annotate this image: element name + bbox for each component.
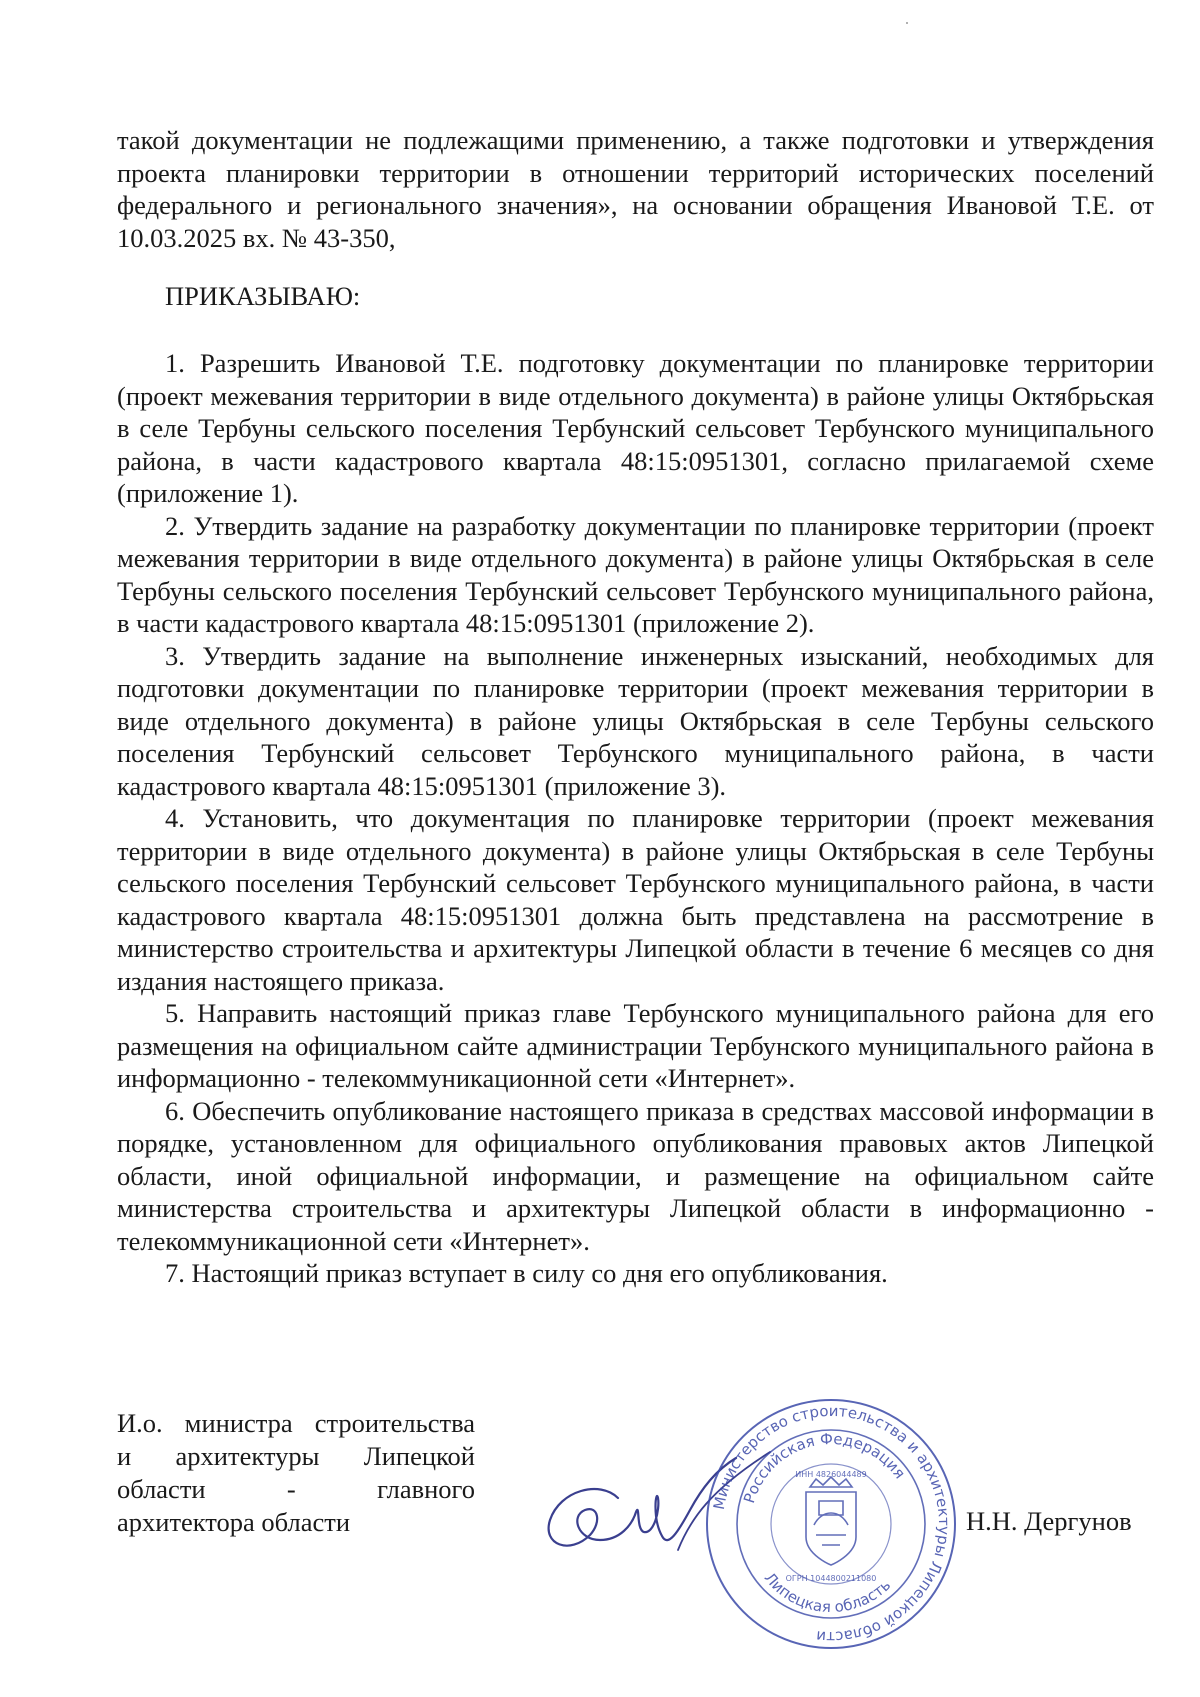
order-heading: ПРИКАЗЫВАЮ: <box>165 281 361 311</box>
coat-of-arms-icon <box>806 1477 856 1565</box>
official-stamp <box>704 1397 958 1651</box>
stamp-inn: ИНН 4826044489 <box>795 1470 867 1479</box>
position-line: архитектора области <box>117 1507 351 1537</box>
stamp-outer-text: Министерство строительства и архитектуры Липецкой области <box>709 1401 954 1647</box>
signer-position <box>117 1407 475 1539</box>
position-line: и архитектуры Липецкой <box>117 1441 475 1471</box>
scan-speck <box>906 22 908 24</box>
stamp-inner-top-text: Российская Федерация <box>740 1429 909 1506</box>
position-line: области - главного <box>117 1474 475 1504</box>
intro-text: такой документации не подлежащими применению, а также подготовки и утверждения проекта планировки территории в отношении территорий исторических поселений федерального и регионального значения», на основании обращения Ивановой Т.Е. от 10.03.2025 вх. № 43-350, <box>117 125 1154 253</box>
order-item-2: 2. Утвердить задание на разработку документации по планировке территории (проект межевания территории в виде отдельного документа) в районе улицы Октябрьская в селе Тербуны сельского поселения Тербунский сельсовет Тербунского муниципального района, в части кадастрового квартала 48:15:0951301 (приложение 2). <box>117 510 1154 638</box>
intro-paragraph <box>117 124 1154 254</box>
position-line: И.о. министра строительства <box>117 1408 475 1438</box>
order-item-5: 5. Направить настоящий приказ главе Тербунского муниципального района для его размещения на официальном сайте администрации Тербунского муниципального района в информационно - телекоммуникационной сети «Интернет». <box>117 998 1154 1093</box>
signer-name: Н.Н. Дергунов <box>966 1506 1132 1536</box>
order-item-7: 7. Настоящий приказ вступает в силу со дня его опубликования. <box>165 1258 888 1288</box>
order-item-1: 1. Разрешить Ивановой Т.Е. подготовку документации по планировке территории (проект межевания территории в виде отдельного документа) в районе улицы Октябрьская в селе Тербуны сельского поселения Тербунский сельсовет Тербунского муниципального района, в части кадастрового квартала 48:15:0951301, согласно прилагаемой схеме (приложение 1). <box>117 348 1154 508</box>
order-item-3: 3. Утвердить задание на выполнение инженерных изысканий, необходимых для подготовки документации по планировке территории (проект межевания территории в виде отдельного документа) в районе улицы Октябрьская в селе Тербуны сельского поселения Тербунский сельсовет Тербунского муниципального района, в части кадастрового квартала 48:15:0951301 (приложение 3). <box>117 640 1154 801</box>
stamp-inner-bottom-text: Липецкая область <box>760 1568 895 1617</box>
order-items <box>117 347 1154 1290</box>
order-item-6: 6. Обеспечить опубликование настоящего приказа в средствах массовой информации в порядке, установленном для официального опубликования правовых актов Липецкой области, иной официальной информации, и размещение на официальном сайте министерства строительства и архитектуры Липецкой области в информационно - телекоммуникационной сети «Интернет». <box>117 1095 1154 1256</box>
order-item-4: 4. Установить, что документация по планировке территории (проект межевания территории в виде отдельного документа) в районе улицы Октябрьская в селе Тербуны сельского поселения Тербунский сельсовет Тербунского муниципального района, в части кадастрового квартала 48:15:0951301 должна быть представлена на рассмотрение в министерство строительства и архитектуры Липецкой области в течение 6 месяцев со дня издания настоящего приказа. <box>117 803 1154 996</box>
stamp-ogrn: ОГРН 1044800211080 <box>785 1574 877 1583</box>
